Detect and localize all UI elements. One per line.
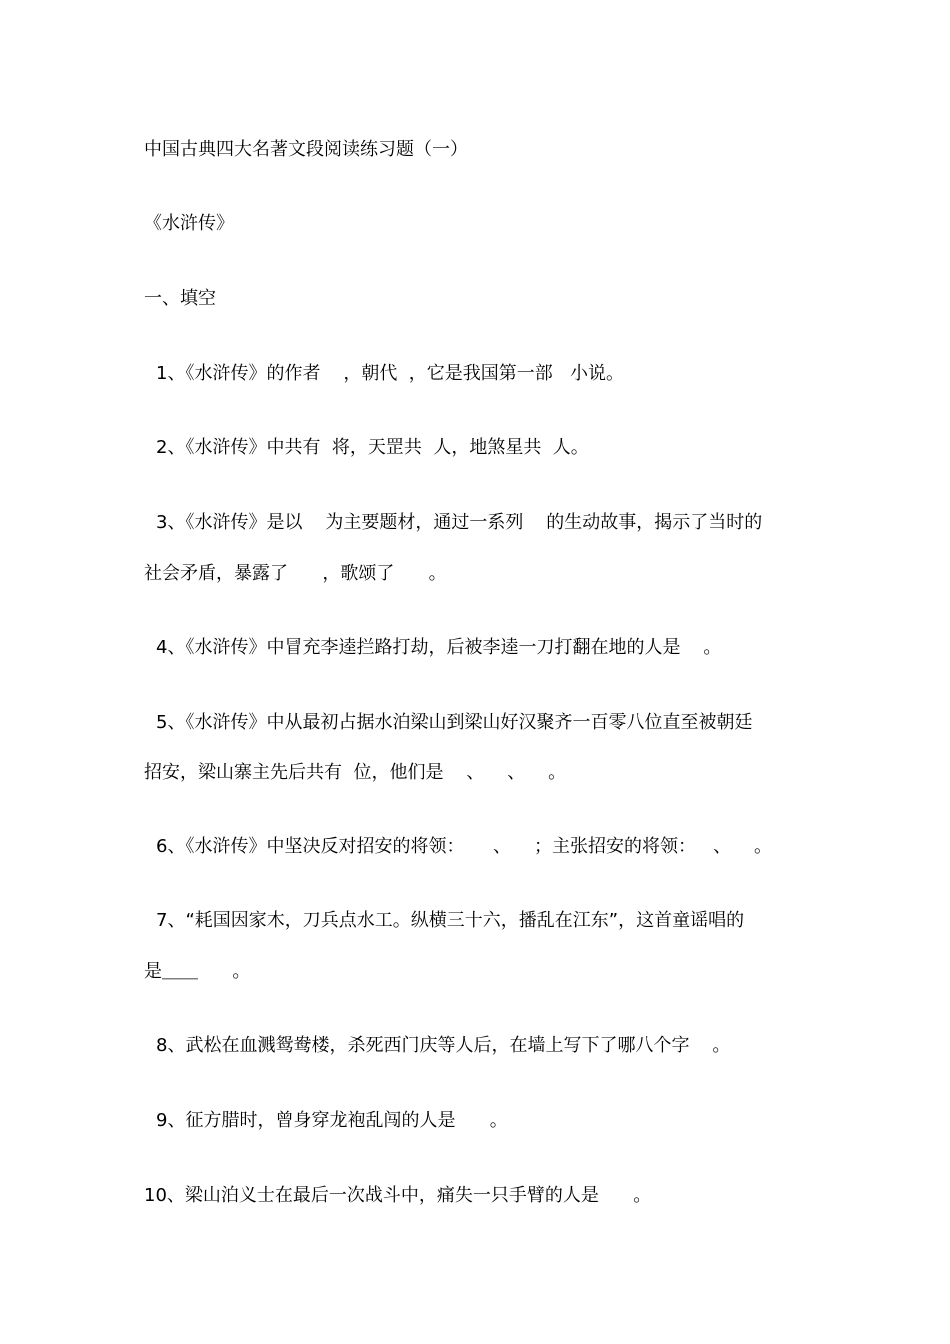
- question-7-line-1: 7、“耗国因家木，刀兵点水工。纵横三十六，播乱在江东”，这首童谣唱的: [156, 910, 745, 931]
- question-7-line-2: 是＿＿ 。: [144, 961, 251, 982]
- question-4: 4、《水浒传》中冒充李逵拦路打劫，后被李逵一刀打翻在地的人是 。: [156, 637, 722, 658]
- question-3-line-1: 3、《水浒传》是以 为主要题材，通过一系列 的生动故事，揭示了当时的: [156, 512, 763, 533]
- section-heading: 一、填空: [144, 288, 216, 309]
- question-3-line-2: 社会矛盾，暴露了 ，歌颂了 。: [144, 563, 447, 584]
- question-9: 9、征方腊时，曾身穿龙袍乱闯的人是 。: [156, 1110, 508, 1131]
- question-2: 2、《水浒传》中共有 将，天罡共 人，地煞星共 人。: [156, 437, 589, 458]
- question-8: 8、武松在血溅鸳鸯楼，杀死西门庆等人后，在墙上写下了哪八个字 。: [156, 1035, 731, 1056]
- question-10: 10、梁山泊义士在最后一次战斗中，痛失一只手臂的人是 。: [144, 1185, 652, 1206]
- book-title: 《水浒传》: [144, 213, 234, 234]
- document-title: 中国古典四大名著文段阅读练习题（一）: [144, 139, 468, 160]
- question-5-line-1: 5、《水浒传》中从最初占据水泊梁山到梁山好汉聚齐一百零八位直至被朝廷: [156, 712, 753, 733]
- question-5-line-2: 招安，梁山寨主先后共有 位，他们是 、 、 。: [144, 762, 567, 783]
- question-6: 6、《水浒传》中坚决反对招安的将领： 、 ；主张招安的将领： 、 。: [156, 836, 772, 857]
- question-1: 1、《水浒传》的作者 ，朝代 ，它是我国第一部 小说。: [156, 363, 624, 384]
